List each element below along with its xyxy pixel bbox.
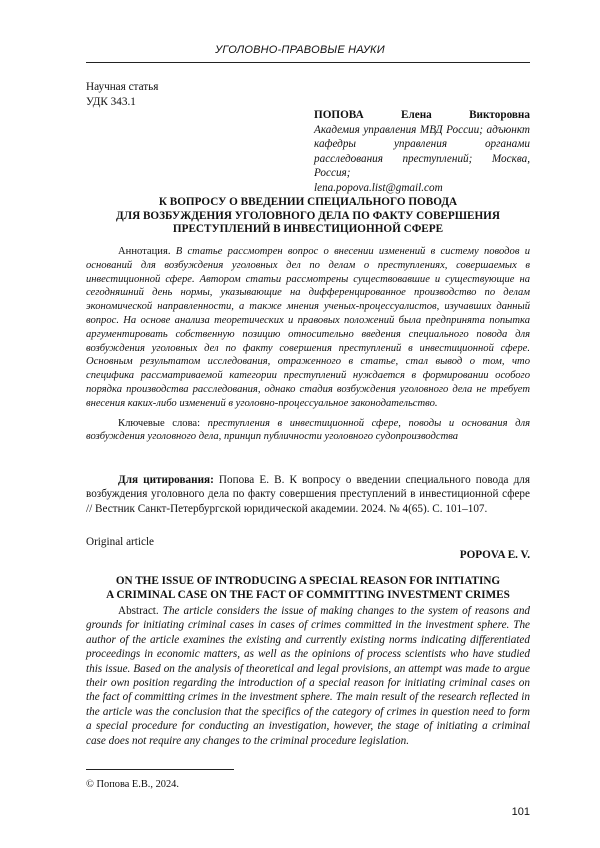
udc-code: УДК 343.1 — [86, 95, 158, 110]
article-type-en: Original article — [86, 535, 154, 550]
keywords-ru-text: преступления в инвестиционной сфере, поводы и основания для возбуждения уголовного дела, принцип публичности уголовного судопроизводства — [86, 418, 530, 443]
author-en: POPOVA E. V. — [310, 548, 530, 563]
author-name — [314, 108, 530, 123]
abstract-ru — [86, 245, 530, 444]
author-surname: ПОПОВА — [314, 108, 364, 123]
abstract-en-label: Abstract. — [118, 605, 159, 617]
title-en-line-2: A CRIMINAL CASE ON THE FACT OF COMMITTING INVESTMENT CRIMES — [86, 589, 530, 603]
author-patronymic: Викторовна — [469, 108, 530, 123]
title-ru-line-1: К ВОПРОСУ О ВВЕДЕНИИ СПЕЦИАЛЬНОГО ПОВОДА — [86, 196, 530, 210]
article-type: Научная статья — [86, 80, 158, 95]
title-ru-line-3: ПРЕСТУПЛЕНИЙ В ИНВЕСТИЦИОННОЙ СФЕРЕ — [86, 223, 530, 237]
article-meta — [86, 80, 158, 109]
abstract-ru-text: В статье рассмотрен вопрос о внесении изменений в систему поводов и оснований для возбуждения уголовных дел по делам о преступлениях, совершаемых в инвестиционной сфере. Автором статьи рассмотрены существовавшие и существующие на сегодняшний день нормы, указывающие на дифференцированное производство по делам экономической направленности, а также мнения ученых-процессуалистов, изучавших данный вопрос. На основе анализа теоретических и правовых положений была предпринята попытка аргументировать собственную позицию относительно введения специального повода для возбуждения уголовных дел по факту совершения преступлений в инвестиционной сфере. Основным результатом исследования, отраженного в статье, стал вывод о том, что специфика рассматриваемой категории преступлений нуждается в формировании особого порядка производства расследования, однако стадия возбуждения уголовного дела не требует внесения каких-либо изменений в уголовно-процессуальное законодательство. — [86, 246, 530, 409]
footnote-divider — [86, 769, 234, 770]
page-number: 101 — [490, 806, 530, 818]
article-title-en — [86, 575, 530, 603]
citation-label: Для цитирования: — [118, 474, 214, 486]
copyright-footnote: © Попова Е.В., 2024. — [86, 779, 179, 790]
running-header: УГОЛОВНО-ПРАВОВЫЕ НАУКИ — [0, 44, 600, 56]
title-en-line-1: ON THE ISSUE OF INTRODUCING A SPECIAL REASON FOR INITIATING — [86, 575, 530, 589]
header-divider — [86, 62, 530, 63]
author-first-name: Елена — [401, 108, 432, 123]
citation-text: Попова Е. В. К вопросу о введении специального повода для возбуждения уголовного дела по факту совершения преступлений в инвестиционной сфере // Вестник Санкт-Петербургской юридической академии. 2024. № 4(65). С. 101–107. — [86, 474, 530, 515]
author-affiliation: Академия управления МВД России; адъюнкт кафедры управления органами расследования преступлений; Москва, Россия; — [314, 123, 530, 181]
abstract-en-text: The article considers the issue of making changes to the system of reasons and grounds for initiating criminal cases in cases of crimes committed in the investment sphere. The author of the article examines the existing and currently existing norms indicating differentiated proceedings in economic matters, as well as the opinions of process scientists who have studied this issue. Based on the analysis of theoretical and legal provisions, an attempt was made to argue their own position regarding the introduction of a special reason for initiating criminal cases on the fact of committing crimes in the investment sphere. The main result of the research reflected in the article was the conclusion that the specifics of the category of crimes in question need to form a special procedure for conducting an investigation, however, the stage of initiating a criminal case does not require any changes to the criminal procedure legislation. — [86, 605, 530, 747]
article-title-ru — [86, 196, 530, 237]
citation — [86, 473, 530, 516]
abstract-ru-label: Аннотация. — [118, 246, 170, 257]
title-ru-line-2: ДЛЯ ВОЗБУЖДЕНИЯ УГОЛОВНОГО ДЕЛА ПО ФАКТУ СОВЕРШЕНИЯ — [86, 210, 530, 224]
author-email[interactable]: lena.popova.list@gmail.com — [314, 181, 530, 196]
author-block — [314, 108, 530, 196]
abstract-en — [86, 604, 530, 748]
keywords-ru-label: Ключевые слова: — [118, 418, 200, 429]
